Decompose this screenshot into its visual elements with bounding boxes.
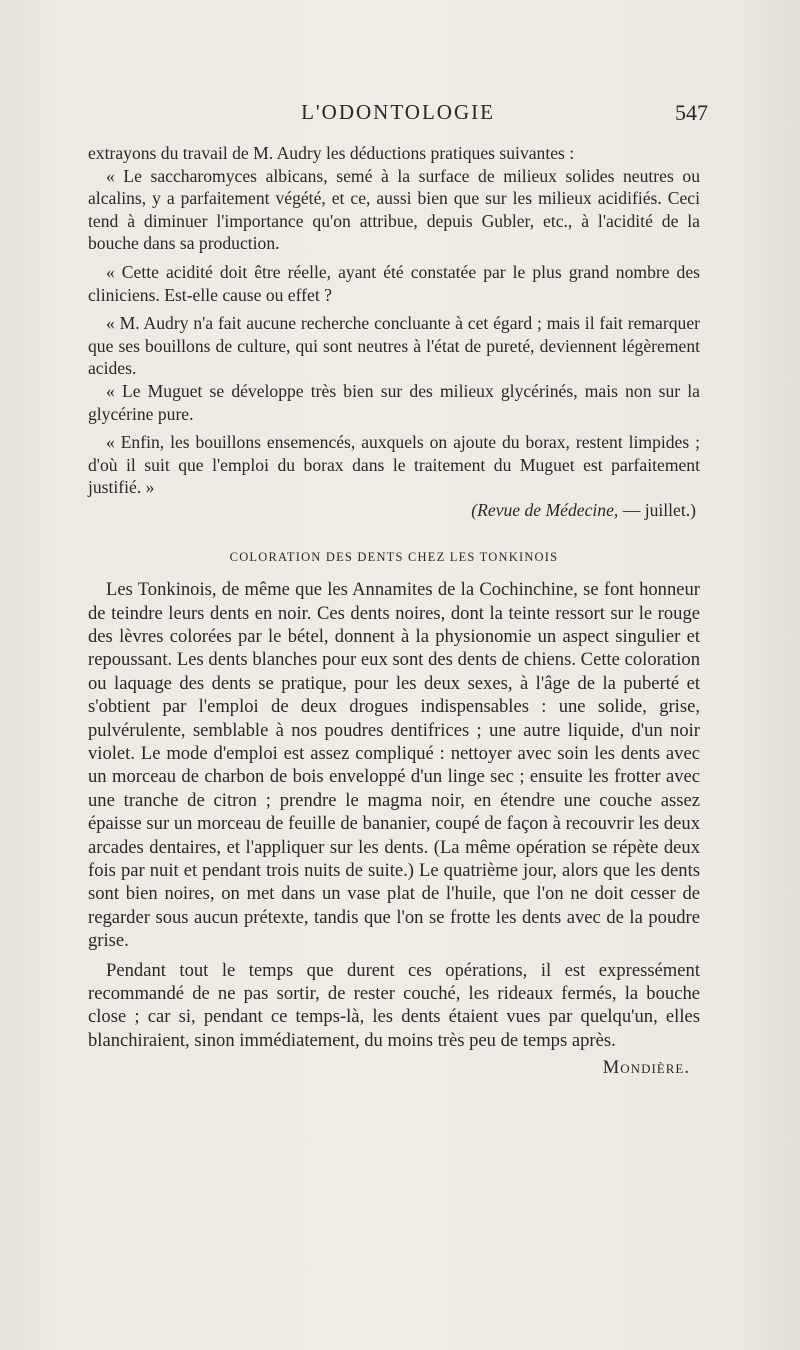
section-title: COLORATION DES DENTS CHEZ LES TONKINOIS <box>229 549 559 564</box>
quote-paragraph-3: « M. Audry n'a fait aucune recherche concluante à cet égard ; mais il fait remarquer que ses bouillons de culture, qui sont neutres à l'état de pureté, deviennent légèrement acides. <box>88 313 700 379</box>
source-reference <box>88 499 700 522</box>
running-header <box>88 100 708 134</box>
page-number: 547 <box>675 100 708 125</box>
running-title: L'ODONTOLOGIE <box>301 100 495 124</box>
source-date: — juillet.) <box>618 499 696 520</box>
intro-paragraph: extrayons du travail de M. Audry les déductions pratiques suivantes : <box>88 143 575 163</box>
source-journal: (Revue de Médecine, <box>471 499 619 520</box>
article-paragraph-1: Les Tonkinois, de même que les Annamites de la Cochinchine, se font honneur de teindre leurs dents en noir. Ces dents noires, dont la teinte ressort sur le rouge des lèvres colorées par le bétel, donnent à la physionomie un aspect singulier et repoussant. Les dents blanches pour eux sont des dents de chiens. Cette coloration ou laquage des dents se pratique, pour les deux sexes, à l'âge de la puberté et s'obtient par l'emploi de deux drogues indispensables : une solide, grise, pulvérulente, semblable à nos poudres dentifrices ; une autre liquide, d'un noir violet. Le mode d'emploi est assez compliqué : nettoyer avec soin les dents avec un morceau de charbon de bois enveloppé d'un linge sec ; ensuite les frotter avec une tranche de citron ; prendre le magma noir, en étendre une couche assez épaisse sur un morceau de feuille de bananier, coupé de façon à recouvrir les deux arcades dentaires, et l'appliquer sur les dents. (La même opération se répète deux fois par nuit et pendant trois nuits de suite.) Le quatrième jour, alors que les dents sont bien noires, on met dans un vase plat de l'huile, que l'on ne doit cesser de regarder sous aucun prétexte, tandis que l'on se frotte les dents avec de la poudre grise. <box>88 579 700 952</box>
quote-paragraph-2: « Cette acidité doit être réelle, ayant été constatée par le plus grand nombre des cliniciens. Est-elle cause ou effet ? <box>88 261 700 305</box>
author-signature: Mondière. <box>602 1057 690 1079</box>
main-text <box>88 142 700 1080</box>
quote-paragraph-5: « Enfin, les bouillons ensemencés, auxquels on ajoute du borax, restent limpides ; d'où il suit que l'emploi du borax dans le traitement du Muguet est parfaitement justifié. » <box>88 432 700 498</box>
quote-paragraph-4: « Le Muguet se développe très bien sur des milieux glycérinés, mais non sur la glycérine pure. <box>88 380 700 424</box>
article-paragraph-2: Pendant tout le temps que durent ces opérations, il est expressément recommandé de ne pas sortir, de rester couché, les rideaux fermés, la bouche close ; car si, pendant ce temps-là, les dents étaient vues par quelqu'un, elles blanchiraient, sinon immédiatement, du moins très peu de temps après. <box>88 959 700 1051</box>
quote-paragraph-1: « Le saccharomyces albicans, semé à la surface de milieux solides neutres ou alcalins, y a parfaitement végété, et ce, aussi bien que sur les milieux acidifiés. Ceci tend à diminuer l'importance qu'on attribue, depuis Gubler, etc., à l'acidité de la bouche dans sa production. <box>88 165 700 254</box>
